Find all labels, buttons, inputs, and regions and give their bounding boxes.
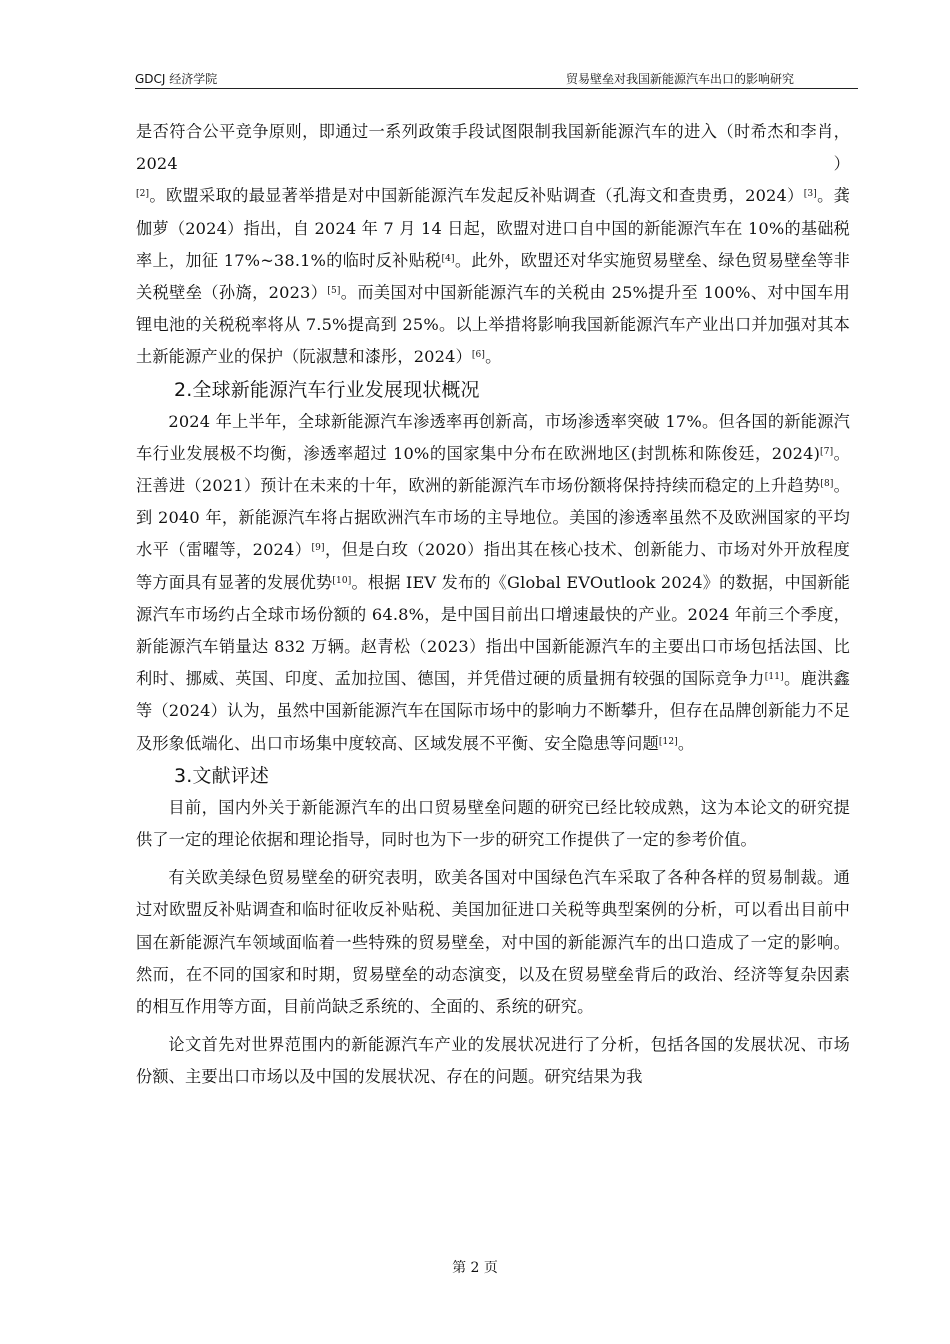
text-run: ，但是白玫（2020）指出其在核心技术、创新能力、市场对外开放程度等方面具有显著的发展优势 [136,540,850,592]
text-run: 。而美国对中国新能源汽车的关税由 25%提升至 100%、对中国车用锂电池的关税税率将从 7.5%提高到 25%。以上举措将影响我国新能源汽车产业出口并加强对其本土新能源产业的保护（阮淑慧和漆彤，2024） [136,283,850,367]
header-paper-title: 贸易壁垒对我国新能源汽车出口的影响研究 [565,72,794,86]
citation-ref: [2] [136,189,150,200]
citation-ref: [5] [327,286,341,297]
citation-ref: [12] [658,736,678,747]
citation-ref: [11] [764,672,784,683]
text-run: 。根据 IEV 发布的《Global EVOutlook 2024》的数据，中国新能源汽车市场约占全球市场份额的 64.8%，是中国目前出口增速最快的产业。2024 年前三个季度，新能源汽车销量达 832 万辆。赵青松（2023）指出中国新能源汽车的主要出口市场包括法国、比利时、挪威、英国、印度、孟加拉国、德国，并凭借过硬的质量拥有较强的国际竞争力 [136,572,850,689]
citation-ref: [8] [820,479,834,490]
page-number: 第 2 页 [452,1260,498,1276]
paragraph: 有关欧美绿色贸易壁垒的研究表明，欧美各国对中国绿色汽车采取了各种各样的贸易制裁。通过对欧盟反补贴调查和临时征收反补贴税、美国加征进口关税等典型案例的分析，可以看出目前中国在新能源汽车领域面临着一些特殊的贸易壁垒，对中国的新能源汽车的出口造成了一定的影响。然而，在不同的国家和时期，贸易壁垒的动态演变，以及在贸易壁垒背后的政治、经济等复杂因素的相互作用等方面，目前尚缺乏系统的、全面的、系统的研究。 [136,868,850,1017]
text-run: 2024 年上半年，全球新能源汽车渗透率再创新高，市场渗透率突破 17%。但各国的新能源汽车行业发展极不均衡，渗透率超过 10%的国家集中分布在欧洲地区(封凯栋和陈俊廷，2024) [136,411,850,463]
text-run: 。 [485,347,502,367]
text-run: 。欧盟采取的最显著举措是对中国新能源汽车发起反补贴调查（孔海文和查贵勇，2024） [149,186,804,206]
section-heading: 2.全球新能源汽车行业发展现状概况 [174,378,480,401]
citation-ref: [10] [332,575,352,586]
text-run: 。 [677,733,695,753]
text-run: 。龚伽萝（2024）指出，自 2024 年 7 月 14 日起，欧盟对进口自中国的新能源汽车在 10%的基础税率上，加征 17%~38.1%的临时反补贴税 [136,186,850,270]
citation-ref: [4] [441,253,455,264]
text-run: 是否符合公平竞争原则，即通过一系列政策手段试图限制我国新能源汽车的进入（时希杰和李肖，2024） [136,122,850,174]
paragraph [136,406,850,760]
text-run: 。到 2040 年，新能源汽车将占据欧洲汽车市场的主导地位。美国的渗透率虽然不及欧洲国家的平均水平（雷曜等，2024） [136,476,850,560]
text-run: 。汪善进（2021）预计在未来的十年，欧洲的新能源汽车市场份额将保持持续而稳定的上升趋势 [136,443,851,496]
paragraph-continued [136,116,850,374]
text-run: 。鹿洪鑫等（2024）认为，虽然中国新能源汽车在国际市场中的影响力不断攀升，但存在品牌创新能力不足及形象低端化、出口市场集中度较高、区域发展不平衡、安全隐患等问题 [136,669,850,753]
main-text [136,116,850,1094]
running-header [135,68,858,89]
paragraph: 目前，国内外关于新能源汽车的出口贸易壁垒问题的研究已经比较成熟，这为本论文的研究提供了一定的理论依据和理论指导，同时也为下一步的研究工作提供了一定的参考价值。 [136,797,850,850]
section-heading: 3.文献评述 [174,764,270,787]
header-institution: GDCJ 经济学院 [135,72,218,86]
citation-ref: [3] [803,189,817,200]
paragraph: 论文首先对世界范围内的新能源汽车产业的发展状况进行了分析，包括各国的发展状况、市场份额、主要出口市场以及中国的发展状况、存在的问题。研究结果为我 [136,1035,850,1087]
text-run: 。此外，欧盟还对华实施贸易壁垒、绿色贸易壁垒等非关税壁垒（孙旖，2023） [136,250,850,303]
citation-ref: [9] [311,543,325,554]
citation-ref: [7] [820,446,834,457]
citation-ref: [6] [471,350,486,361]
